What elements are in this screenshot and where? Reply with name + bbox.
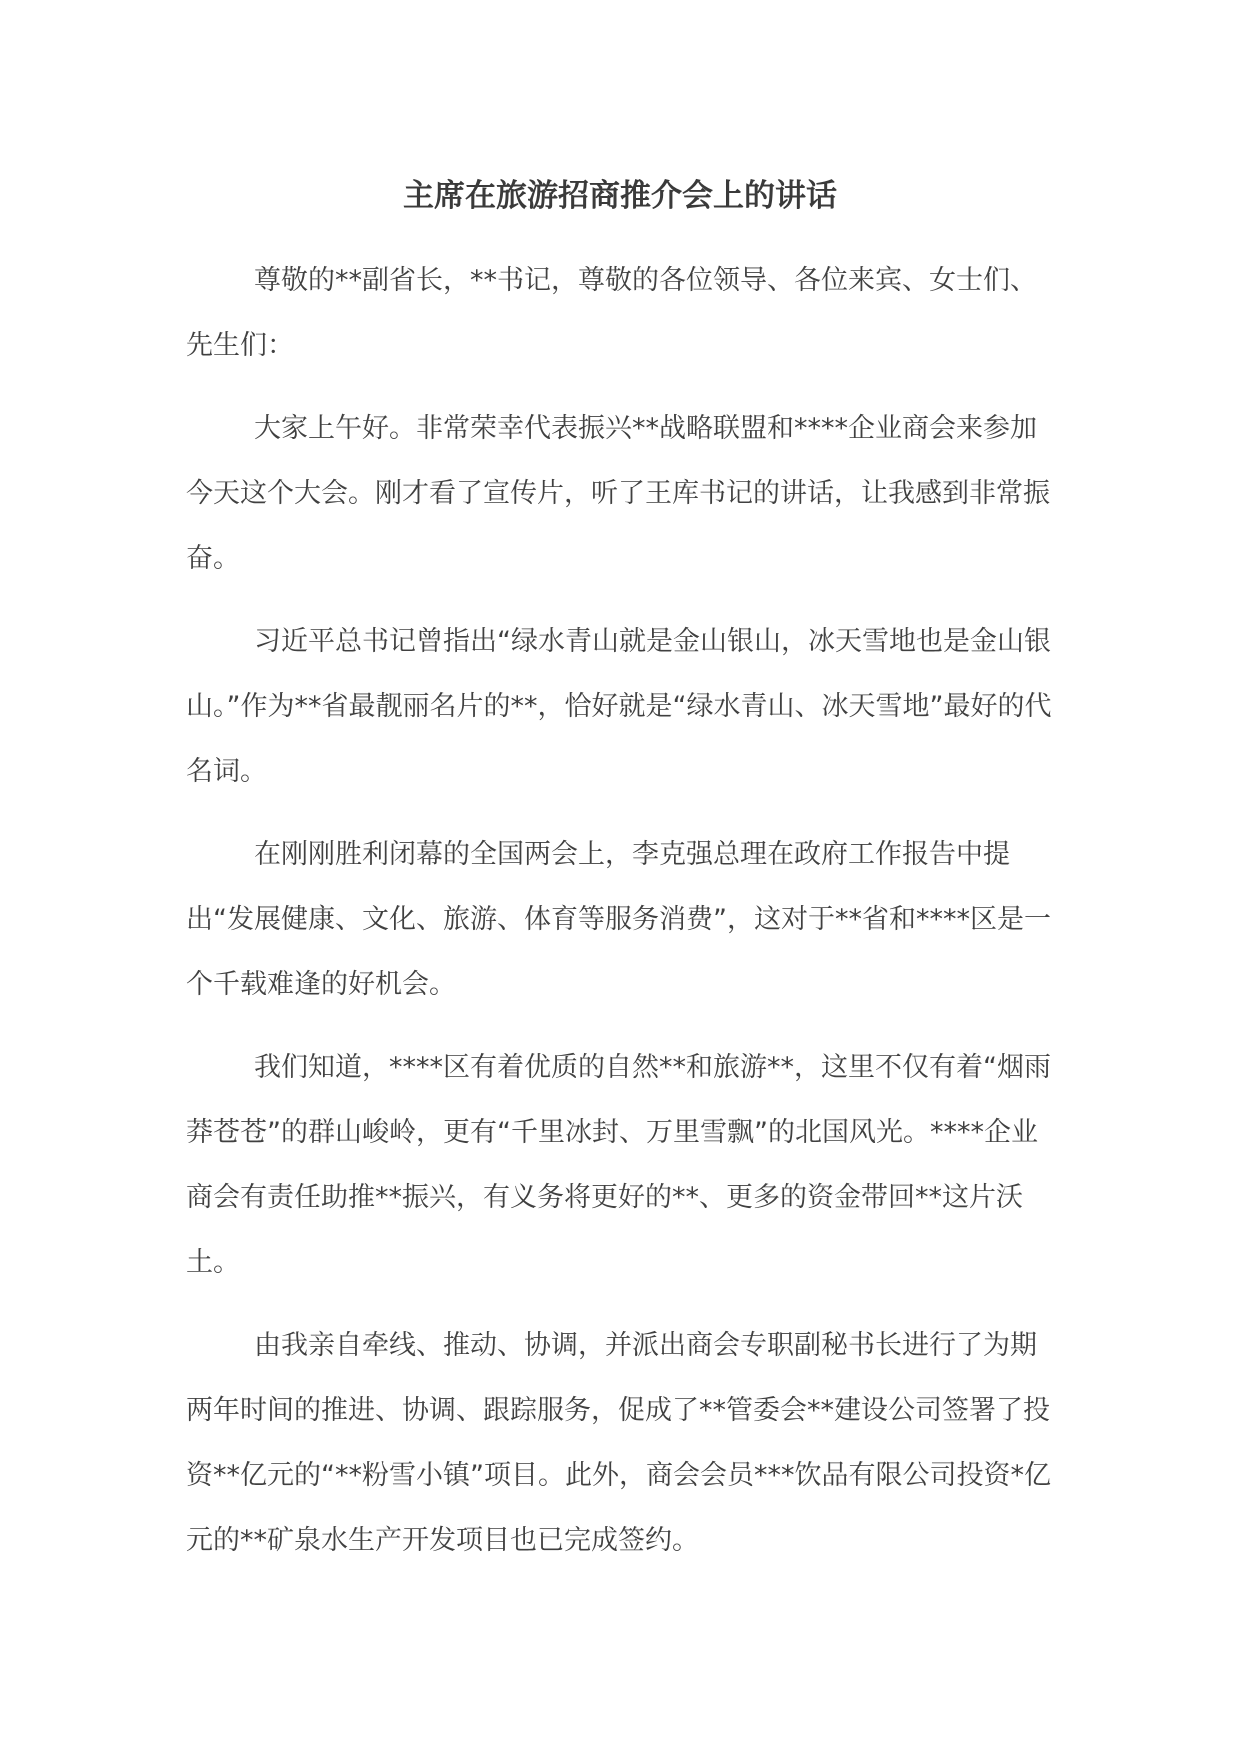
document-body (186, 248, 1054, 1591)
paragraph-opening: 大家上午好。非常荣幸代表振兴**战略联盟和****企业商会来参加今天这个大会。刚才看了宣传片，听了王库书记的讲话，让我感到非常振奋。 (186, 413, 1050, 574)
paragraph-quote: 习近平总书记曾指出“绿水青山就是金山银山，冰天雪地也是金山银山。”作为**省最靓丽名片的**，恰好就是“绿水青山、冰天雪地”最好的代名词。 (186, 626, 1052, 787)
paragraph-greeting: 尊敬的**副省长，**书记，尊敬的各位领导、各位来宾、女士们、先生们： (186, 265, 1037, 361)
paragraph-two-sessions: 在刚刚胜利闭幕的全国两会上，李克强总理在政府工作报告中提出“发展健康、文化、旅游、体育等服务消费”，这对于**省和****区是一个千载难逢的好机会。 (186, 839, 1051, 1000)
document-title: 主席在旅游招商推介会上的讲话 (403, 178, 837, 214)
paragraph-resources: 我们知道，****区有着优质的自然**和旅游**，这里不仅有着“烟雨莽苍苍”的群山峻岭，更有“千里冰封、万里雪飘”的北国风光。****企业商会有责任助推**振兴，有义务将更好的**、更多的资金带回**这片沃土。 (186, 1052, 1051, 1278)
paragraph-projects: 由我亲自牵线、推动、协调，并派出商会专职副秘书长进行了为期两年时间的推进、协调、跟踪服务，促成了**管委会**建设公司签署了投资**亿元的“**粉雪小镇”项目。此外，商会会员***饮品有限公司投资*亿元的**矿泉水生产开发项目也已完成签约。 (186, 1330, 1051, 1556)
